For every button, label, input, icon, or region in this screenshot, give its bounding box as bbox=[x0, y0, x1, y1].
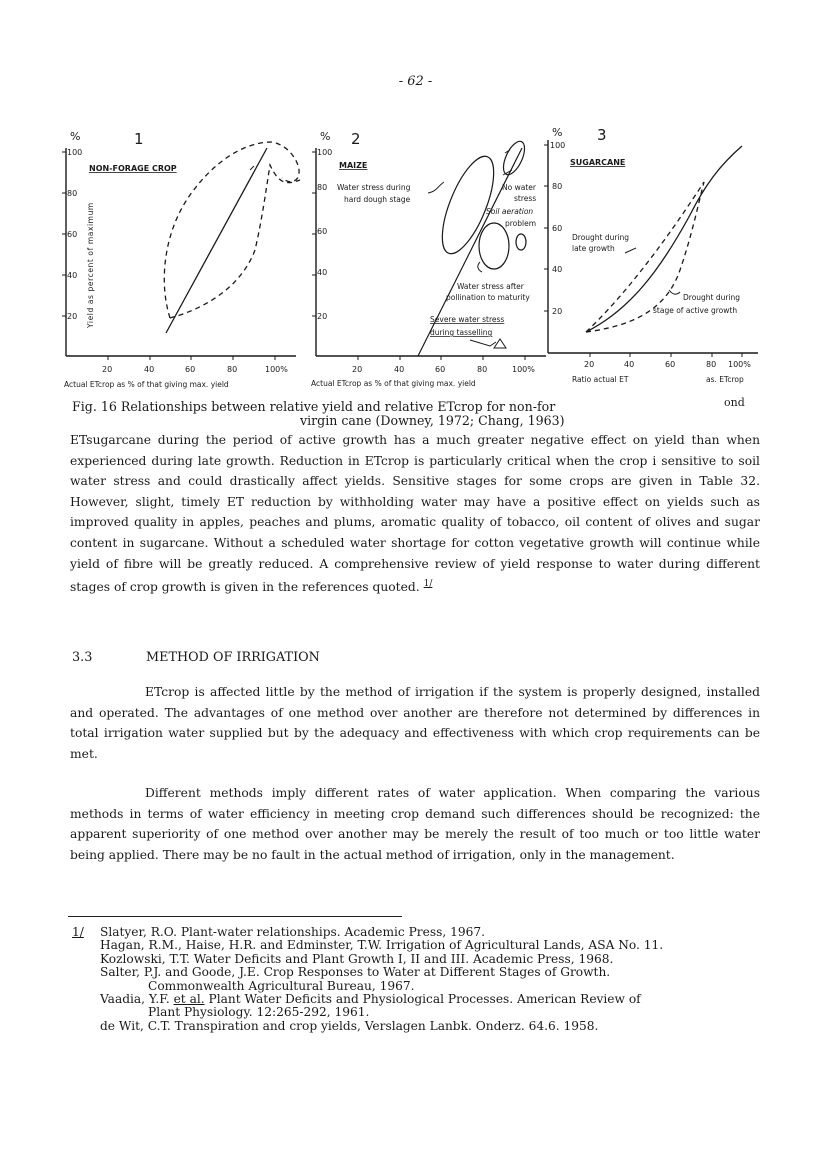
caption-line-2: virgin cane (Downey, 1972; Chang, 1963) bbox=[300, 413, 565, 428]
footnote-line bbox=[72, 926, 772, 939]
paragraph-3: Different methods imply different rates of water application. When comparing the various methods in terms of water efficiency in meeting crop demand such differences should be recognized: the apparent superiority of one method over another may be merely the result of too much or too little water being applied. There may be no fault in the actual method of irrigation, only in the management. bbox=[70, 786, 760, 862]
panel-1-xlabel: Actual ETcrop as % of that giving max. yield bbox=[64, 380, 229, 389]
panel-2-title: MAIZE bbox=[339, 161, 368, 170]
panel-2-xtick: 20 bbox=[352, 365, 363, 374]
panel-2-ytick: 20 bbox=[317, 312, 328, 321]
panel-1-xtick: 60 bbox=[185, 365, 196, 374]
panel-2-ytick: 40 bbox=[317, 268, 328, 277]
reference-vaadia-cont: Plant Physiology. 12:265-292, 1961. bbox=[148, 1005, 370, 1020]
panel-2-number: 2 bbox=[351, 130, 361, 148]
caption-line-1: Fig. 16 Relationships between relative yield and relative ETcrop for non-for bbox=[72, 399, 556, 414]
panel-2-annotation: during tasselling bbox=[430, 328, 493, 337]
panel-2-ytick: 100 bbox=[317, 148, 333, 157]
panel-1-ytick: 100 bbox=[67, 148, 83, 157]
panel-2-xtick: 40 bbox=[394, 365, 405, 374]
vaadia-title: Plant Water Deficits and Physiological Processes. American Review of bbox=[204, 992, 641, 1007]
panel-2-xlabel: Actual ETcrop as % of that giving max. yield bbox=[311, 379, 476, 388]
panel-3-ytick: 40 bbox=[552, 265, 563, 274]
panel-3-xlabel: Ratio actual ET bbox=[572, 375, 629, 384]
paragraph-2: ETcrop is affected little by the method of irrigation if the system is properly designed, installed and operated. The advantages of one method over another are therefore not determined by differences in total irrigation water supplied but by the adequacy and effectiveness with which crop requirements can be met. bbox=[70, 685, 760, 761]
panel-2-annotation: pollination to maturity bbox=[446, 293, 530, 302]
paragraph-1-text: ETsugarcane during the period of active growth has a much greater negative effect on yield than when experienced during late growth. Reduction in ETcrop is particularly critical when the crop i sensitive to soil water stress and could drastically affect yields. Sensitive stages for some crops are given in Table 32. However, slight, timely ET reduction by withholding water may have a positive effect on yields such as improved quality in apples, peaches and plums, aromatic quality of tobacco, oil content of olives and sugar content in sugarcane. Without a scheduled water shortage for cotton vegetative growth will continue while yield of fibre will be greatly reduced. A comprehensive review of yield response to water during different stages of crop growth is given in the references quoted. bbox=[70, 433, 760, 595]
panel-2-annotation: Soil aeration bbox=[486, 207, 534, 216]
panel-2-ytick: 80 bbox=[317, 183, 328, 192]
vaadia-authors: Vaadia, Y.F. bbox=[100, 992, 174, 1007]
panel-3-xtick: 60 bbox=[665, 360, 676, 369]
panel-1-number: 1 bbox=[134, 130, 144, 148]
panel-3-unit: % bbox=[552, 126, 563, 139]
panel-2-annotation: Water stress during bbox=[337, 183, 411, 192]
panel-2-xtick: 60 bbox=[435, 365, 446, 374]
panel-3-labels bbox=[550, 126, 751, 384]
panel-3-annotation: late growth bbox=[572, 244, 615, 253]
panel-1-ytick: 60 bbox=[67, 230, 78, 239]
caption-line-1-end: ond bbox=[724, 396, 745, 409]
section-number: 3.3 bbox=[72, 650, 93, 665]
panel-2-reference-line bbox=[418, 148, 522, 356]
panel-3-xtick: 20 bbox=[584, 360, 595, 369]
panel-1-lower-dashed-curve bbox=[170, 165, 300, 318]
footnote-marker: 1/ bbox=[72, 925, 84, 939]
panel-1-ylabel: Yield as percent of maximum bbox=[86, 202, 95, 328]
page-number: - 62 - bbox=[398, 74, 433, 89]
panel-3-xlabel: as. ETcrop bbox=[706, 375, 744, 384]
panel-3-xtick: 40 bbox=[624, 360, 635, 369]
panel-2-annotation: No water bbox=[502, 183, 536, 192]
panel-1-ytick: 20 bbox=[67, 312, 78, 321]
section-heading bbox=[72, 650, 320, 665]
panel-1-ytick: 80 bbox=[67, 189, 78, 198]
panel-1-xtick: 100% bbox=[265, 365, 288, 374]
reference-dewit: de Wit, C.T. Transpiration and crop yields, Verslagen Lanbk. Onderz. 64.6. 1958. bbox=[100, 1018, 599, 1033]
panel-2-annotation: hard dough stage bbox=[344, 195, 411, 204]
panel-3-xtick: 80 bbox=[706, 360, 717, 369]
reference-salter-cont: Commonwealth Agricultural Bureau, 1967. bbox=[148, 978, 415, 993]
panel-3-xtick: 100% bbox=[728, 360, 751, 369]
panel-2-no-stress-ellipse bbox=[499, 138, 529, 177]
panel-2-unit: % bbox=[320, 130, 331, 143]
panel-3-ytick: 80 bbox=[552, 182, 563, 191]
panel-1-labels bbox=[64, 130, 288, 389]
panel-1-unit: % bbox=[70, 130, 81, 143]
panel-2-tasselling-triangle bbox=[494, 339, 506, 348]
panel-1-xtick: 20 bbox=[102, 365, 113, 374]
panel-2-pollination-ellipse bbox=[479, 223, 509, 269]
panel-2-xtick: 80 bbox=[477, 365, 488, 374]
panel-3-ytick: 100 bbox=[550, 141, 566, 150]
paragraph-1 bbox=[70, 430, 760, 598]
panel-1-xtick: 40 bbox=[144, 365, 155, 374]
footnote-reference: 1/ bbox=[423, 579, 433, 590]
panel-1-title: NON-FORAGE CROP bbox=[89, 164, 177, 173]
panel-2-ytick: 60 bbox=[317, 227, 328, 236]
panel-1-yield-line bbox=[166, 148, 267, 333]
panel-1-upper-dashed-curve bbox=[164, 142, 299, 318]
footnote-block bbox=[72, 926, 772, 1033]
panel-3-annotation: Drought during bbox=[683, 293, 741, 302]
vaadia-etal: et al. bbox=[173, 992, 205, 1007]
panel-2-aeration-ellipse bbox=[516, 234, 526, 250]
footnote-rule bbox=[68, 916, 402, 917]
reference-vaadia bbox=[72, 993, 772, 1006]
panel-3-ytick: 60 bbox=[552, 224, 563, 233]
reference-salter: Salter, P.J. and Goode, J.E. Crop Responses to Water at Different Stages of Growth. bbox=[100, 965, 611, 980]
panel-3-annotation: Drought during bbox=[572, 233, 630, 242]
panel-3-number: 3 bbox=[597, 126, 607, 144]
panel-1-ytick: 40 bbox=[67, 271, 78, 280]
panel-3-annotation: stage of active growth bbox=[653, 306, 738, 315]
panel-1-non-forage-crop bbox=[62, 142, 300, 360]
panel-1-xtick: 80 bbox=[227, 365, 238, 374]
panel-2-annotation: Severe water stress bbox=[430, 315, 505, 324]
panel-2-maize bbox=[312, 138, 546, 360]
figure-caption bbox=[72, 396, 772, 428]
panel-2-annotation: problem bbox=[505, 219, 537, 228]
reference-hagan: Hagan, R.M., Haise, H.R. and Edminster, T.W. Irrigation of Agricultural Lands, ASA No. 11. bbox=[100, 938, 664, 953]
figure-16 bbox=[0, 120, 831, 400]
panel-3-title: SUGARCANE bbox=[570, 158, 626, 167]
panel-2-annotation: Water stress after bbox=[457, 282, 524, 291]
panel-2-xtick: 100% bbox=[512, 365, 535, 374]
panel-3-ytick: 20 bbox=[552, 307, 563, 316]
panel-2-annotation: stress bbox=[514, 194, 537, 203]
reference-kozlowski: Kozlowski, T.T. Water Deficits and Plant Growth I, II and III. Academic Press, 1968. bbox=[100, 951, 614, 966]
reference-slatyer: Slatyer, R.O. Plant-water relationships. Academic Press, 1967. bbox=[100, 925, 485, 939]
section-title: METHOD OF IRRIGATION bbox=[146, 650, 320, 665]
